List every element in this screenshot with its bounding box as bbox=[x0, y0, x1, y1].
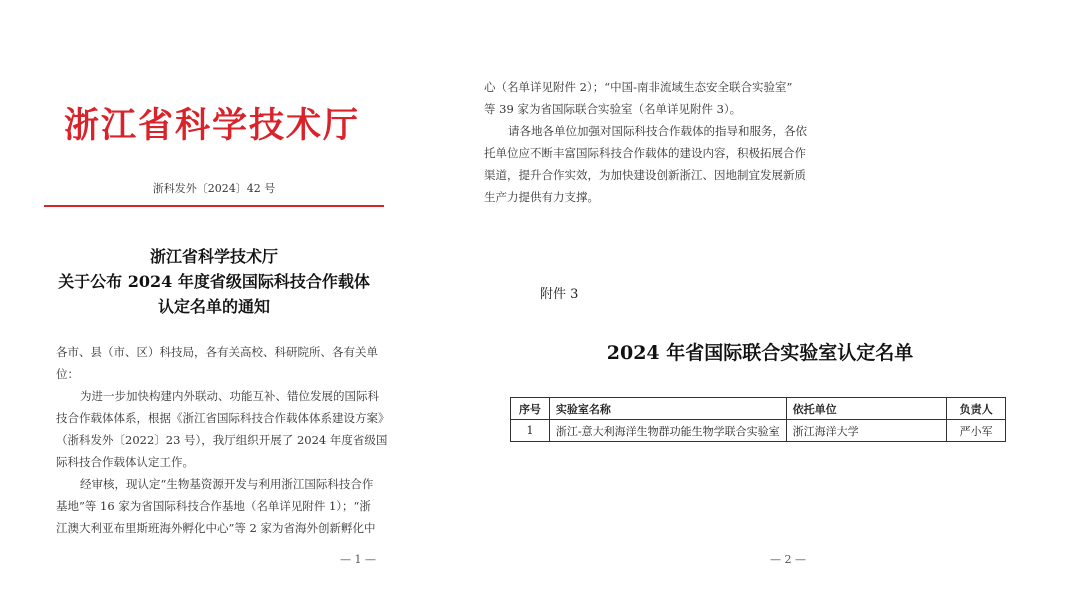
table-cell: 严小军 bbox=[947, 420, 1006, 442]
paragraph-2 bbox=[56, 473, 384, 539]
table-cell: 浙江-意大利海洋生物群功能生物学联合实验室 bbox=[549, 420, 786, 442]
notice-title-line: 浙江省科学技术厅 bbox=[149, 247, 278, 266]
header-cell: 序号 bbox=[511, 398, 550, 420]
attachment-label: 附件 3 bbox=[540, 287, 579, 302]
text-line: 各市、县（市、区）科技局，各有关高校、科研院所、各有关单 bbox=[56, 345, 378, 359]
text-line: 渠道，提升合作实效，为加快建设创新浙江、因地制宜发展新质 bbox=[484, 168, 806, 182]
text-line: 基地”等 16 家为省国际科技合作基地（名单详见附件 1）；“浙 bbox=[56, 499, 371, 513]
text-line: 等 39 家为省国际联合实验室（名单详见附件 3）。 bbox=[484, 102, 742, 116]
paragraph-1 bbox=[56, 385, 390, 473]
lab-table bbox=[510, 397, 1006, 442]
table-cell: 1 bbox=[511, 420, 550, 442]
header-cell: 实验室名称 bbox=[549, 398, 786, 420]
red-divider bbox=[44, 205, 384, 207]
text-line: 请各地各单位加强对国际科技合作载体的指导和服务，各依 bbox=[508, 124, 807, 138]
text-line: 位： bbox=[56, 367, 79, 381]
text-line: （浙科发外〔2022〕23 号），我厅组织开展了 2024 年度省级国 bbox=[56, 433, 388, 447]
text-line: 为进一步加快构建内外联动、功能互补、错位发展的国际科 bbox=[80, 389, 379, 403]
text-line: 心（名单详见附件 2）；“中国-南非流域生态安全联合实验室” bbox=[484, 80, 793, 94]
notice-title-line: 关于公布 2024 年度省级国际科技合作载体 bbox=[58, 272, 370, 291]
continuation-text bbox=[484, 76, 864, 120]
text-line: 江澳大利亚布里斯班海外孵化中心”等 2 家为省海外创新孵化中 bbox=[56, 521, 376, 535]
table-cell: 浙江海洋大学 bbox=[786, 420, 947, 442]
addressee bbox=[56, 341, 384, 385]
document-page-2 bbox=[440, 0, 1080, 608]
header-cell: 依托单位 bbox=[786, 398, 947, 420]
page-number: — 1 — bbox=[340, 553, 376, 566]
table-row bbox=[511, 420, 1006, 442]
text-line: 生产力提供有力支撑。 bbox=[484, 190, 599, 204]
notice-title-line: 认定名单的通知 bbox=[157, 297, 270, 316]
page-number: — 2 — bbox=[770, 553, 806, 566]
text-line: 经审核，现认定“生物基资源开发与利用浙江国际科技合作 bbox=[80, 477, 374, 491]
notice-title bbox=[44, 244, 384, 319]
document-page-1 bbox=[0, 0, 440, 608]
agency-title: 浙江省科学技术厅 bbox=[64, 105, 361, 146]
text-line: 际科技合作载体认定工作。 bbox=[56, 455, 194, 469]
header-cell: 负责人 bbox=[947, 398, 1006, 420]
document-number: 浙科发外〔2024〕42 号 bbox=[152, 182, 276, 195]
list-title: 2024 年省国际联合实验室认定名单 bbox=[606, 342, 914, 364]
paragraph-3 bbox=[484, 120, 864, 208]
table-header-row bbox=[511, 398, 1006, 420]
text-line: 托单位应不断丰富国际科技合作载体的建设内容，积极拓展合作 bbox=[484, 146, 806, 160]
text-line: 技合作载体体系，根据《浙江省国际科技合作载体体系建设方案》 bbox=[56, 411, 390, 425]
